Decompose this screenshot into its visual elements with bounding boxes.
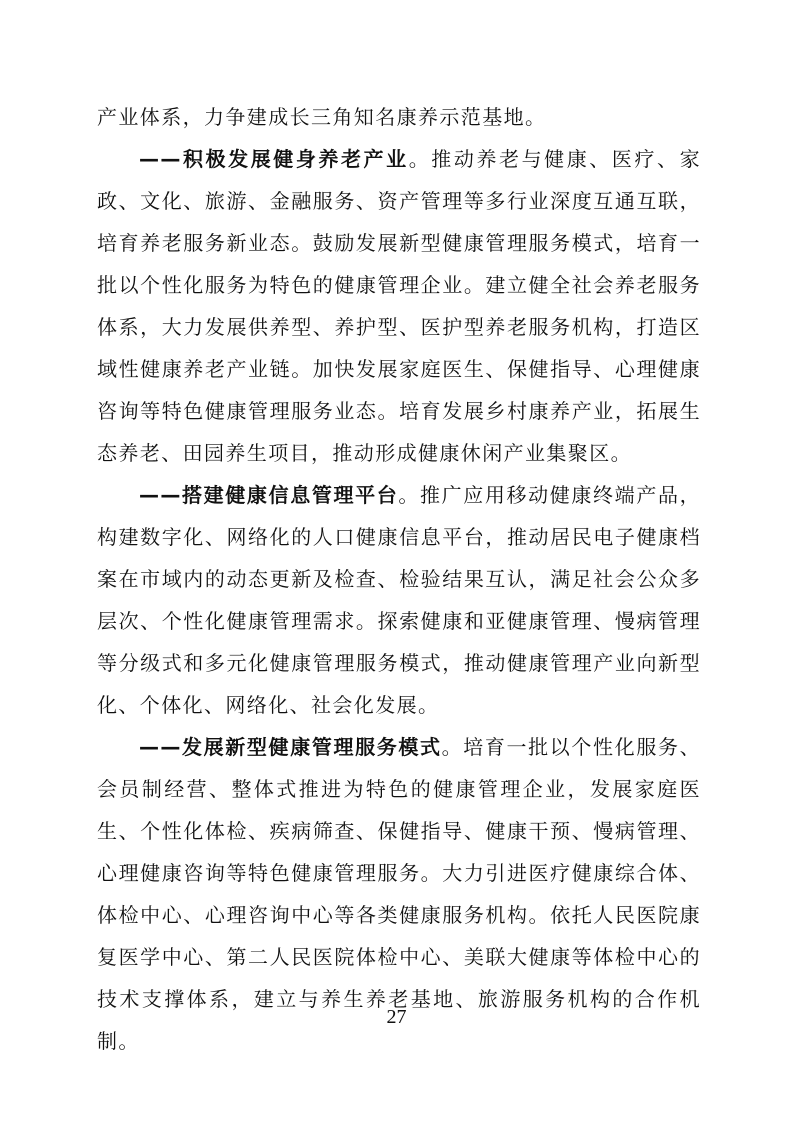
paragraph-continuation (97, 96, 701, 138)
paragraph-text: 。培育一批以个性化服务、会员制经营、整体式推进为特色的健康管理企业，发展家庭医生、个性化体检、疾病筛查、保健指导、健康干预、慢病管理、心理健康咨询等特色健康管理服务。大力引进医疗健康综合体、体检中心、心理咨询中心等各类健康服务机构。依托人民医院康复医学中心、第二人民医院体检中心、美联大健康等体检中心的技术支撑体系，建立与养生养老基地、旅游服务机构的合作机制。 (97, 735, 701, 1053)
paragraph-text: 。推广应用移动健康终端产品，构建数字化、网络化的人口健康信息平台，推动居民电子健康档案在市域内的动态更新及检查、检验结果互认，满足社会公众多层次、个性化健康管理需求。探索健康和亚健康管理、慢病管理等分级式和多元化健康管理服务模式，推动健康管理产业向新型化、个体化、网络化、社会化发展。 (97, 483, 701, 717)
paragraph-heading: ——搭建健康信息管理平台 (139, 483, 399, 507)
page-number: 27 (386, 1006, 407, 1028)
body-text (97, 96, 701, 1062)
paragraph-text: 。推动养老与健康、医疗、家政、文化、旅游、金融服务、资产管理等多行业深度互通互联，培育养老服务新业态。鼓励发展新型健康管理服务模式，培育一批以个性化服务为特色的健康管理企业。建立健全社会养老服务体系，大力发展供养型、养护型、医护型养老服务机构，打造区域性健康养老产业链。加快发展家庭医生、保健指导、心理健康咨询等特色健康管理服务业态。培育发展乡村康养产业，拓展生态养老、田园养生项目，推动形成健康休闲产业集聚区。 (97, 147, 701, 465)
paragraph-heading: ——发展新型健康管理服务模式 (139, 735, 442, 759)
paragraph-text: 产业体系，力争建成长三角知名康养示范基地。 (97, 105, 547, 129)
paragraph-heading: ——积极发展健身养老产业 (139, 147, 409, 171)
paragraph-health-info-platform (97, 474, 701, 726)
paragraph-elderly-care-industry (97, 138, 701, 474)
